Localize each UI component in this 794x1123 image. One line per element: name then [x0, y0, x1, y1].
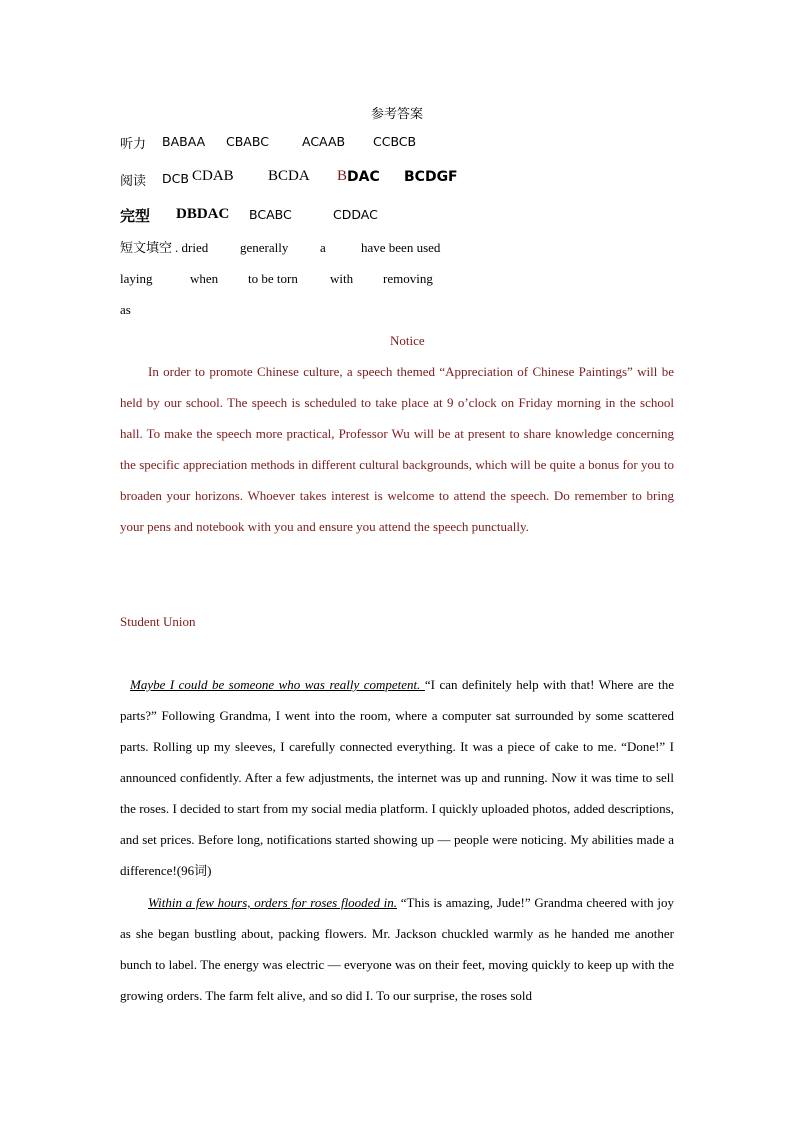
notice-heading: Notice: [390, 333, 425, 348]
story-paragraph-1: [120, 669, 674, 886]
grammar-answer-8: with: [330, 271, 354, 286]
listening-label: 听力: [120, 136, 147, 151]
cloze-answer-2: BCABC: [249, 207, 292, 222]
listening-answer-2: CBABC: [226, 134, 269, 149]
grammar-answer-6: when: [190, 271, 219, 286]
story-paragraph-1-text: “I can definitely help with that! Where are the parts?” Following Grandma, I went into the room, where a computer sat surrounded by some scattered parts. Rolling up my sleeves, I carefully connected everything. It was a piece of cake to me. “Done!” I announced confidently. After a few adjustments, the internet was up and running. Now it was time to sell the roses. I decided to start from my social media platform. I quickly uploaded photos, added descriptions, and set prices. Before long, notifications started showing up — people were noticing. My abilities made a difference!(96词): [120, 677, 674, 878]
notice-body: [120, 356, 674, 543]
reading-answer-2: BCDA: [268, 168, 310, 184]
grammar-answer-5: laying: [120, 271, 153, 286]
page-title: 参考答案: [370, 106, 423, 121]
grammar-label: 短文填空: [120, 240, 173, 255]
reading-answer-3b: DAC: [347, 169, 380, 185]
cloze-label: 完型: [120, 209, 151, 225]
story-paragraph-2-lead: Within a few hours, orders for roses flooded in.: [148, 895, 398, 910]
reading-answer-4: BCDGF: [404, 169, 458, 185]
story-paragraph-2: [120, 887, 674, 1011]
listening-answer-1: BABAA: [162, 134, 206, 149]
notice-signature: Student Union: [120, 614, 196, 629]
reading-label: 阅读: [120, 173, 147, 188]
reading-answer-1a: DCB: [162, 171, 189, 186]
grammar-answer-7: to be torn: [248, 271, 298, 286]
reading-answer-3a: B: [337, 168, 348, 184]
grammar-answer-10: as: [120, 302, 131, 317]
grammar-answer-1: . dried: [175, 240, 209, 255]
cloze-answer-1: DBDAC: [176, 206, 230, 222]
listening-answer-3: ACAAB: [302, 134, 346, 149]
listening-answer-4: CCBCB: [373, 134, 417, 149]
grammar-answer-2: generally: [240, 240, 289, 255]
story-paragraph-1-lead: Maybe I could be someone who was really competent.: [130, 677, 425, 692]
grammar-answer-4: have been used: [361, 240, 441, 255]
notice-body-text: In order to promote Chinese culture, a speech themed “Appreciation of Chinese Paintings” will be held by our school. The speech is scheduled to take place at 9 o’clock on Friday morning in the school hall. To make the speech more practical, Professor Wu will be at present to share knowledge concerning the specific appreciation methods in different cultural backgrounds, which will be quite a bonus for you to broaden your horizons. Whoever takes interest is welcome to attend the speech. Do remember to bring your pens and notebook with you and ensure you attend the speech punctually.: [120, 364, 674, 535]
story-paragraph-2-text: “This is amazing, Jude!” Grandma cheered with joy as she began bustling about, packing flowers. Mr. Jackson chuckled warmly as he handed me another bunch to label. The energy was electric — everyone was on their feet, moving quickly to keep up with the growing orders. The farm felt alive, and so did I. To our surprise, the roses sold: [120, 895, 674, 1003]
reading-answer-1b: CDAB: [192, 168, 234, 184]
cloze-answer-3: CDDAC: [333, 207, 378, 222]
grammar-answer-9: removing: [383, 271, 433, 286]
grammar-answer-3: a: [320, 240, 326, 255]
